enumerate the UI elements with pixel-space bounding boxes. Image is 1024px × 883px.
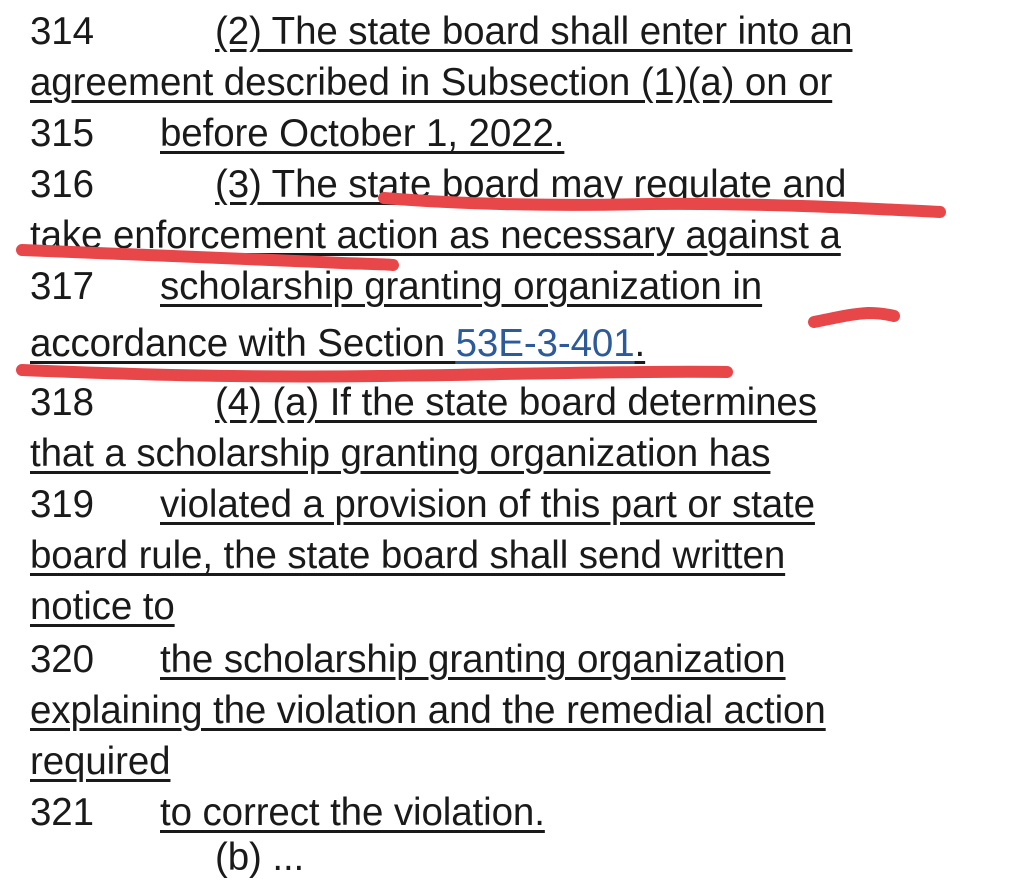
- line-text: scholarship granting organization in: [160, 265, 763, 308]
- line-number: 317: [30, 265, 94, 308]
- line-text: violated a provision of this part or state: [160, 483, 815, 526]
- line-text: board rule, the state board shall send written: [30, 534, 786, 577]
- line-text: take enforcement action as necessary against a: [30, 214, 841, 257]
- red-underline-stroke: [22, 370, 727, 377]
- section-53e-3-401-link[interactable]: 53E-3-401: [455, 322, 635, 365]
- line-text-after-link: .: [634, 322, 646, 365]
- line-text: notice to: [30, 585, 175, 628]
- line-text: that a scholarship granting organization has: [30, 432, 771, 475]
- line-text: (4) (a) If the state board determines: [215, 381, 817, 424]
- line-text: (2) The state board shall enter into an: [215, 10, 853, 53]
- line-text: [30, 318, 645, 369]
- line-text-before-link: accordance with Section: [30, 322, 456, 365]
- line-text: required: [30, 740, 171, 783]
- red-underline-stroke: [814, 313, 894, 322]
- line-number: 319: [30, 483, 94, 526]
- line-text: (b) ...: [215, 836, 305, 879]
- line-text: agreement described in Subsection (1)(a) on or: [30, 61, 833, 104]
- line-text: to correct the violation.: [160, 791, 545, 834]
- line-text: the scholarship granting organization: [160, 638, 786, 681]
- line-number: 315: [30, 112, 94, 155]
- line-text: before October 1, 2022.: [160, 112, 565, 155]
- line-number: 320: [30, 638, 94, 681]
- line-text: (3) The state board may regulate and: [215, 163, 847, 206]
- line-text: explaining the violation and the remedial action: [30, 689, 826, 732]
- line-number: 321: [30, 791, 94, 834]
- line-number: 318: [30, 381, 94, 424]
- line-number: 314: [30, 10, 94, 53]
- line-number: 316: [30, 163, 94, 206]
